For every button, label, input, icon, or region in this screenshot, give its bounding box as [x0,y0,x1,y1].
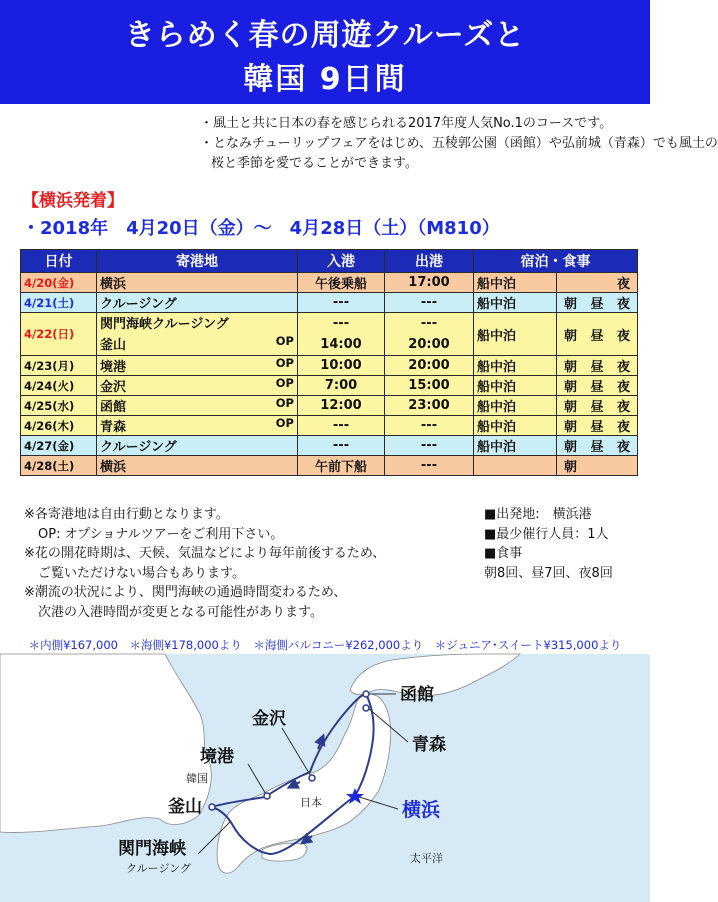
meal-mark: 昼 [590,440,604,455]
header-stay-meals: 宿泊・食事 [474,250,638,273]
meal-mark: 昼 [590,360,604,375]
title-line-2: 韓国 9日間 [243,62,407,97]
note-1: ※各寄港地は自由行動となります。 [24,507,229,522]
schedule-port [97,293,298,313]
meal-set [560,356,634,375]
schedule-date: 4/21(土) [21,293,97,313]
schedule-port [97,396,298,416]
meal-mark: 夜 [616,277,630,292]
note-2: OP: オプショナルツアーをご利用下さい。 [38,526,284,542]
port-name: 横浜 [100,277,127,292]
schedule-date: 4/28(土) [21,456,97,476]
meal-mark: 昼 [590,420,604,435]
departure-time: --- [420,458,438,473]
arrival-time: 10:00 [320,358,362,373]
schedule-stay [474,456,557,476]
schedule-stay: 船中泊 [474,436,557,456]
schedule-date: 4/23(月) [21,356,97,376]
port-name: クルージング [100,440,177,455]
schedule-port [97,273,298,293]
schedule-date: 4/24(火) [21,376,97,396]
schedule-row [21,436,638,456]
schedule-departure [385,356,474,376]
schedule-port [97,376,298,396]
schedule-meals [557,273,638,293]
schedule-stay: 船中泊 [474,396,557,416]
schedule-arrival [298,396,385,416]
meal-mark: 朝 [564,380,578,395]
schedule-row [21,396,638,416]
meal-set [560,293,634,312]
schedule-stay: 船中泊 [474,293,557,313]
meal-mark: 昼 [590,328,604,344]
title-banner [0,0,650,104]
schedule-row [21,273,638,293]
port-line [100,416,294,435]
header-departure: 出港 [385,250,474,273]
meal-mark [564,273,577,292]
schedule-departure [385,416,474,436]
meal-mark: 朝 [564,400,578,415]
meal-mark: 夜 [616,440,630,455]
schedule-row [21,356,638,376]
arrival-time: 午後乗船 [314,277,367,292]
departure-time: 17:00 [408,275,450,290]
schedule-meals [557,376,638,396]
schedule-departure [385,456,474,476]
schedule-body [21,273,638,476]
schedule-stay: 船中泊 [474,356,557,376]
schedule-table [20,249,638,476]
schedule-departure [385,273,474,293]
port-name: クルージング [100,297,177,312]
meal-set [560,396,634,415]
schedule-meals [557,456,638,476]
schedule-row [21,416,638,436]
port-line [100,313,294,334]
schedule-arrival [298,273,385,293]
departure-time: 20:00 [408,358,450,373]
label-sakaiminato: 境港 [200,747,234,767]
schedule-arrival [298,436,385,456]
price-list: ＊内側¥167,000 ＊海側¥178,000より ＊海側バルコニー¥262,000より ＊ジュニア･スイート¥315,000より [28,638,622,652]
schedule-port [97,436,298,456]
schedule-stay: 船中泊 [474,376,557,396]
op-badge: OP [275,376,294,390]
meal-set [560,325,634,344]
schedule-header-row [21,250,638,273]
meal-mark [591,456,604,475]
note-3: ※花の開花時期は、天候、気温などにより毎年前後するため、 [24,546,386,561]
meal-mark: 夜 [616,360,630,375]
label-aomori: 青森 [412,735,446,755]
port-dot-sakaiminato [264,793,270,799]
info-min-people: ■最少催行人員：1人 [484,526,609,542]
title-line-1: きらめく春の周遊クルーズと [124,18,526,53]
schedule-stay: 船中泊 [474,313,557,356]
arrival-time: 12:00 [320,398,362,413]
schedule-date: 4/22(日) [21,313,97,356]
op-badge: OP [275,396,294,410]
label-kanazawa: 金沢 [252,709,286,729]
meal-mark: 夜 [616,400,630,415]
schedule-meals [557,313,638,356]
port-line [100,396,294,415]
port-dot-aomori [363,705,369,711]
info-origin: ■出発地: 横浜港 [484,507,592,522]
port-dot-hakodate [363,691,369,697]
arrival-time: --- [332,295,350,310]
port-line [100,334,294,355]
schedule-arrival [298,456,385,476]
port-name: 青森 [100,420,127,435]
schedule-meals [557,416,638,436]
header-port: 寄港地 [97,250,298,273]
op-badge: OP [275,416,294,430]
schedule-row [21,456,638,476]
arrival-time: 午前下船 [314,460,367,475]
tour-info [484,505,613,583]
schedule-port [97,313,298,356]
intro-bullets [200,114,718,174]
schedule-date: 4/27(金) [21,436,97,456]
departure-dates: ・2018年 4月20日（金）～ 4月28日（土）（M810） [22,218,500,239]
departure-label: 【横浜発着】 [22,191,124,211]
meal-mark: 昼 [590,297,604,312]
port-dot-busan [209,804,215,810]
intro-bullet-2: ・となみチューリップフェアをはじめ、五稜郭公園（函館）や弘前城（青森）でも風土の [200,136,718,151]
schedule-port [97,456,298,476]
note-4-cont: 次港の入港時間が変更となる可能性があります。 [38,604,323,620]
meal-set [560,436,634,455]
port-dot-kanazawa [309,775,315,781]
departure-time: --- [420,418,438,433]
meal-mark: 夜 [616,328,630,344]
port-line [100,436,294,455]
schedule-meals [557,293,638,313]
port-line [100,293,294,312]
notes [24,505,385,622]
schedule-port [97,416,298,436]
schedule-departure [385,436,474,456]
schedule-arrival [298,356,385,376]
header-date: 日付 [21,250,97,273]
schedule-departure [385,313,474,356]
schedule-date: 4/20(金) [21,273,97,293]
route-map [0,654,650,902]
schedule-arrival [298,416,385,436]
schedule-stay: 船中泊 [474,273,557,293]
intro-bullet-1: ・風土と共に日本の春を感じられる2017年度人気No.1のコースです。 [200,116,613,131]
arrival-time: 14:00 [320,337,362,352]
schedule-departure [385,396,474,416]
schedule-port [97,356,298,376]
schedule-date: 4/25(水) [21,396,97,416]
port-line [100,456,294,475]
label-kanmon: 関門海峡 [118,839,186,859]
label-pacific: 太平洋 [410,852,443,865]
port-line [100,273,294,292]
meal-set [560,273,634,292]
port-line [100,356,294,375]
header-arrival: 入港 [298,250,385,273]
schedule-meals [557,356,638,376]
meal-mark [617,456,630,475]
arrival-time: 7:00 [324,378,358,393]
label-japan: 日本 [300,796,322,809]
meal-mark: 朝 [564,297,578,312]
port-name: 函館 [100,400,127,415]
schedule-departure [385,376,474,396]
port-line [100,376,294,395]
meal-mark: 夜 [616,420,630,435]
meal-mark: 夜 [616,380,630,395]
schedule-meals [557,396,638,416]
departure-time: --- [420,316,438,331]
port-name: 横浜 [100,460,127,475]
op-badge: OP [275,334,294,348]
meal-mark: 朝 [564,420,578,435]
port-name: 関門海峡クルージング [100,317,229,332]
info-meals-count: 朝8回、昼7回、夜8回 [484,565,613,581]
departure-time: 23:00 [408,398,450,413]
label-yokohama: 横浜 [402,799,441,821]
arrival-time: --- [332,316,350,331]
schedule-meals [557,436,638,456]
op-badge: OP [275,356,294,370]
port-name: 境港 [100,360,127,375]
meal-mark: 朝 [564,440,578,455]
schedule-arrival [298,313,385,356]
port-name: 釜山 [100,338,127,353]
intro-bullet-2-cont: 桜と季節を愛でることができます。 [211,156,418,171]
meal-mark: 朝 [564,328,578,344]
meal-set [560,456,634,475]
departure-time: --- [420,295,438,310]
departure-time: 20:00 [408,337,450,352]
schedule-row [21,293,638,313]
schedule-arrival [298,293,385,313]
label-busan: 釜山 [168,797,202,817]
meal-set [560,416,634,435]
departure-time: 15:00 [408,378,450,393]
meal-mark: 昼 [590,400,604,415]
note-4: ※潮流の状況により、関門海峡の通過時間変わるため、 [24,585,347,600]
schedule-date: 4/26(木) [21,416,97,436]
meal-set [560,376,634,395]
schedule-row [21,376,638,396]
meal-mark: 昼 [590,380,604,395]
port-name: 金沢 [100,380,127,395]
schedule-arrival [298,376,385,396]
meal-mark: 朝 [564,460,578,475]
arrival-time: --- [332,418,350,433]
info-meals-label: ■食事 [484,546,523,561]
meal-mark [590,273,603,292]
note-3-cont: ご覧いただけない場合もあります。 [38,565,245,581]
label-hakodate: 函館 [400,685,434,705]
schedule-row [21,313,638,356]
arrival-time: --- [332,438,350,453]
label-korea: 韓国 [186,772,208,785]
schedule-stay: 船中泊 [474,416,557,436]
meal-mark: 夜 [616,297,630,312]
departure-time: --- [420,438,438,453]
schedule-departure [385,293,474,313]
label-kanmon-sub: クルージング [126,862,191,875]
meal-mark: 朝 [564,360,578,375]
